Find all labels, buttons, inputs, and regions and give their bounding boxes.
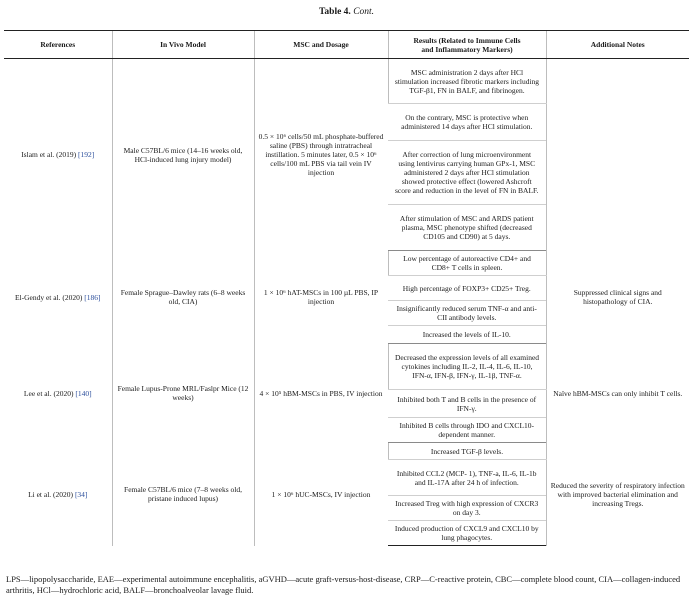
result-cell: Increased the levels of IL-10.: [388, 326, 546, 344]
header-results: [388, 31, 546, 59]
table-container: [4, 30, 689, 546]
dosage-cell: 4 × 10⁵ hBM-MSCs in PBS, IV injection: [254, 344, 388, 443]
model-cell: Male C57BL/6 mice (14–16 weeks old, HCl-induced lung injury model): [112, 59, 254, 251]
model-cell: Female C57BL/6 mice (7–8 weeks old, pristane induced lupus): [112, 443, 254, 546]
result-cell: On the contrary, MSC is protective when administered 14 days after HCl stimulation.: [388, 104, 546, 141]
header-row: [4, 31, 689, 59]
header-notes: Additional Notes: [546, 31, 689, 59]
table-row: [4, 251, 689, 276]
result-cell: Inhibited CCL2 (MCP- 1), TNF-a, IL-6, IL-1b and IL-17A after 24 h of infection.: [388, 460, 546, 496]
header-references: References: [4, 31, 112, 59]
header-results-line1: Results (Related to Immune Cells: [413, 35, 521, 45]
reference-cell: [4, 344, 112, 443]
reference-cell: [4, 251, 112, 344]
notes-cell: [546, 59, 689, 251]
reference-link[interactable]: [186]: [84, 292, 101, 302]
table-row: [4, 344, 689, 390]
result-cell: Inhibited both T and B cells in the presence of IFN-γ.: [388, 390, 546, 418]
reference-text: El-Gendy et al. (2020): [14, 292, 85, 302]
dosage-cell: 1 × 10⁶ hAT-MSCs in 100 µL PBS, IP injection: [254, 251, 388, 344]
result-cell: MSC administration 2 days after HCl stimulation increased fibrotic markers including TGF-β1, FN in BALF, and fibrinogen.: [388, 59, 546, 104]
table-caption-suffix: Cont.: [353, 7, 375, 17]
notes-cell: Naïve hBM-MSCs can only inhibit T cells.: [546, 344, 689, 443]
header-msc-dosage: MSC and Dosage: [254, 31, 388, 59]
notes-cell: Reduced the severity of respiratory infection with improved bacterial elimination and increasing Tregs.: [546, 443, 689, 546]
notes-cell: Suppressed clinical signs and histopathology of CIA.: [546, 251, 689, 344]
reference-cell: [4, 443, 112, 546]
results-table: [4, 30, 689, 546]
dosage-cell: 0.5 × 10⁶ cells/50 mL phosphate-buffered saline (PBS) through intratracheal instillation. 5 minutes later, 0.5 × 10⁶ cells/100 mL PBS via tail vein IV injection: [254, 59, 388, 251]
result-cell: After stimulation of MSC and ARDS patient plasma, MSC phenotype shifted (decreased CD105 and CD90) at 5 days.: [388, 205, 546, 251]
result-cell: Induced production of CXCL9 and CXCL10 by lung phagocytes.: [388, 521, 546, 546]
table-body: [4, 59, 689, 546]
result-cell: Increased TGF-β levels.: [388, 443, 546, 460]
table-row: [4, 59, 689, 104]
result-cell: Low percentage of autoreactive CD4+ and CD8+ T cells in spleen.: [388, 251, 546, 276]
result-cell: Inhibited B cells through IDO and CXCL10-dependent manner.: [388, 418, 546, 443]
result-cell: Insignificantly reduced serum TNF-α and anti-CII antibody levels.: [388, 301, 546, 326]
table-header: [4, 31, 689, 59]
model-cell: Female Lupus-Prone MRL/Faslpr Mice (12 weeks): [112, 344, 254, 443]
reference-link[interactable]: [192]: [78, 150, 95, 160]
result-cell: After correction of lung microenvironment using lentivirus carrying human GPx-1, MSC administered 2 days after HCl stimulation showed protective effect (lowered Ashcroft score and reduction in the level of FN in BALF.: [388, 141, 546, 205]
table-row: [4, 443, 689, 460]
reference-text: Li et al. (2020): [28, 489, 75, 499]
reference-link[interactable]: [140]: [75, 388, 92, 398]
table-caption: [0, 6, 693, 18]
reference-link[interactable]: [34]: [74, 489, 88, 499]
reference-text: Lee et al. (2020): [23, 388, 76, 398]
table-number: Table 4.: [318, 7, 351, 17]
model-cell: Female Sprague–Dawley rats (6–8 weeks old, CIA): [112, 251, 254, 344]
result-cell: High percentage of FOXP3+ CD25+ Treg.: [388, 276, 546, 301]
reference-cell: [4, 59, 112, 251]
header-in-vivo-model: In Vivo Model: [112, 31, 254, 59]
result-cell: Decreased the expression levels of all examined cytokines including IL-2, IL-4, IL-6, IL-10, IFN-α, IFN-β, IFN-γ, IL-1β, TNF-α.: [388, 344, 546, 390]
reference-text: Islam et al. (2019): [21, 150, 79, 160]
header-results-line2: and Inflammatory Markers): [421, 44, 513, 54]
result-cell: Increased Treg with high expression of CXCR3 on day 3.: [388, 496, 546, 521]
table-footnote: LPS—lipopolysaccharide, EAE—experimental autoimmune encephalitis, aGVHD—acute graft-versus-host-disease, CRP—C-reactive protein, CBC—complete blood count, CIA—collagen-induced arthritis, HCl—hydrochloric acid, BALF—bronchoalveolar lavage fluid.: [6, 574, 681, 595]
dosage-cell: 1 × 10⁶ hUC-MSCs, IV injection: [254, 443, 388, 546]
